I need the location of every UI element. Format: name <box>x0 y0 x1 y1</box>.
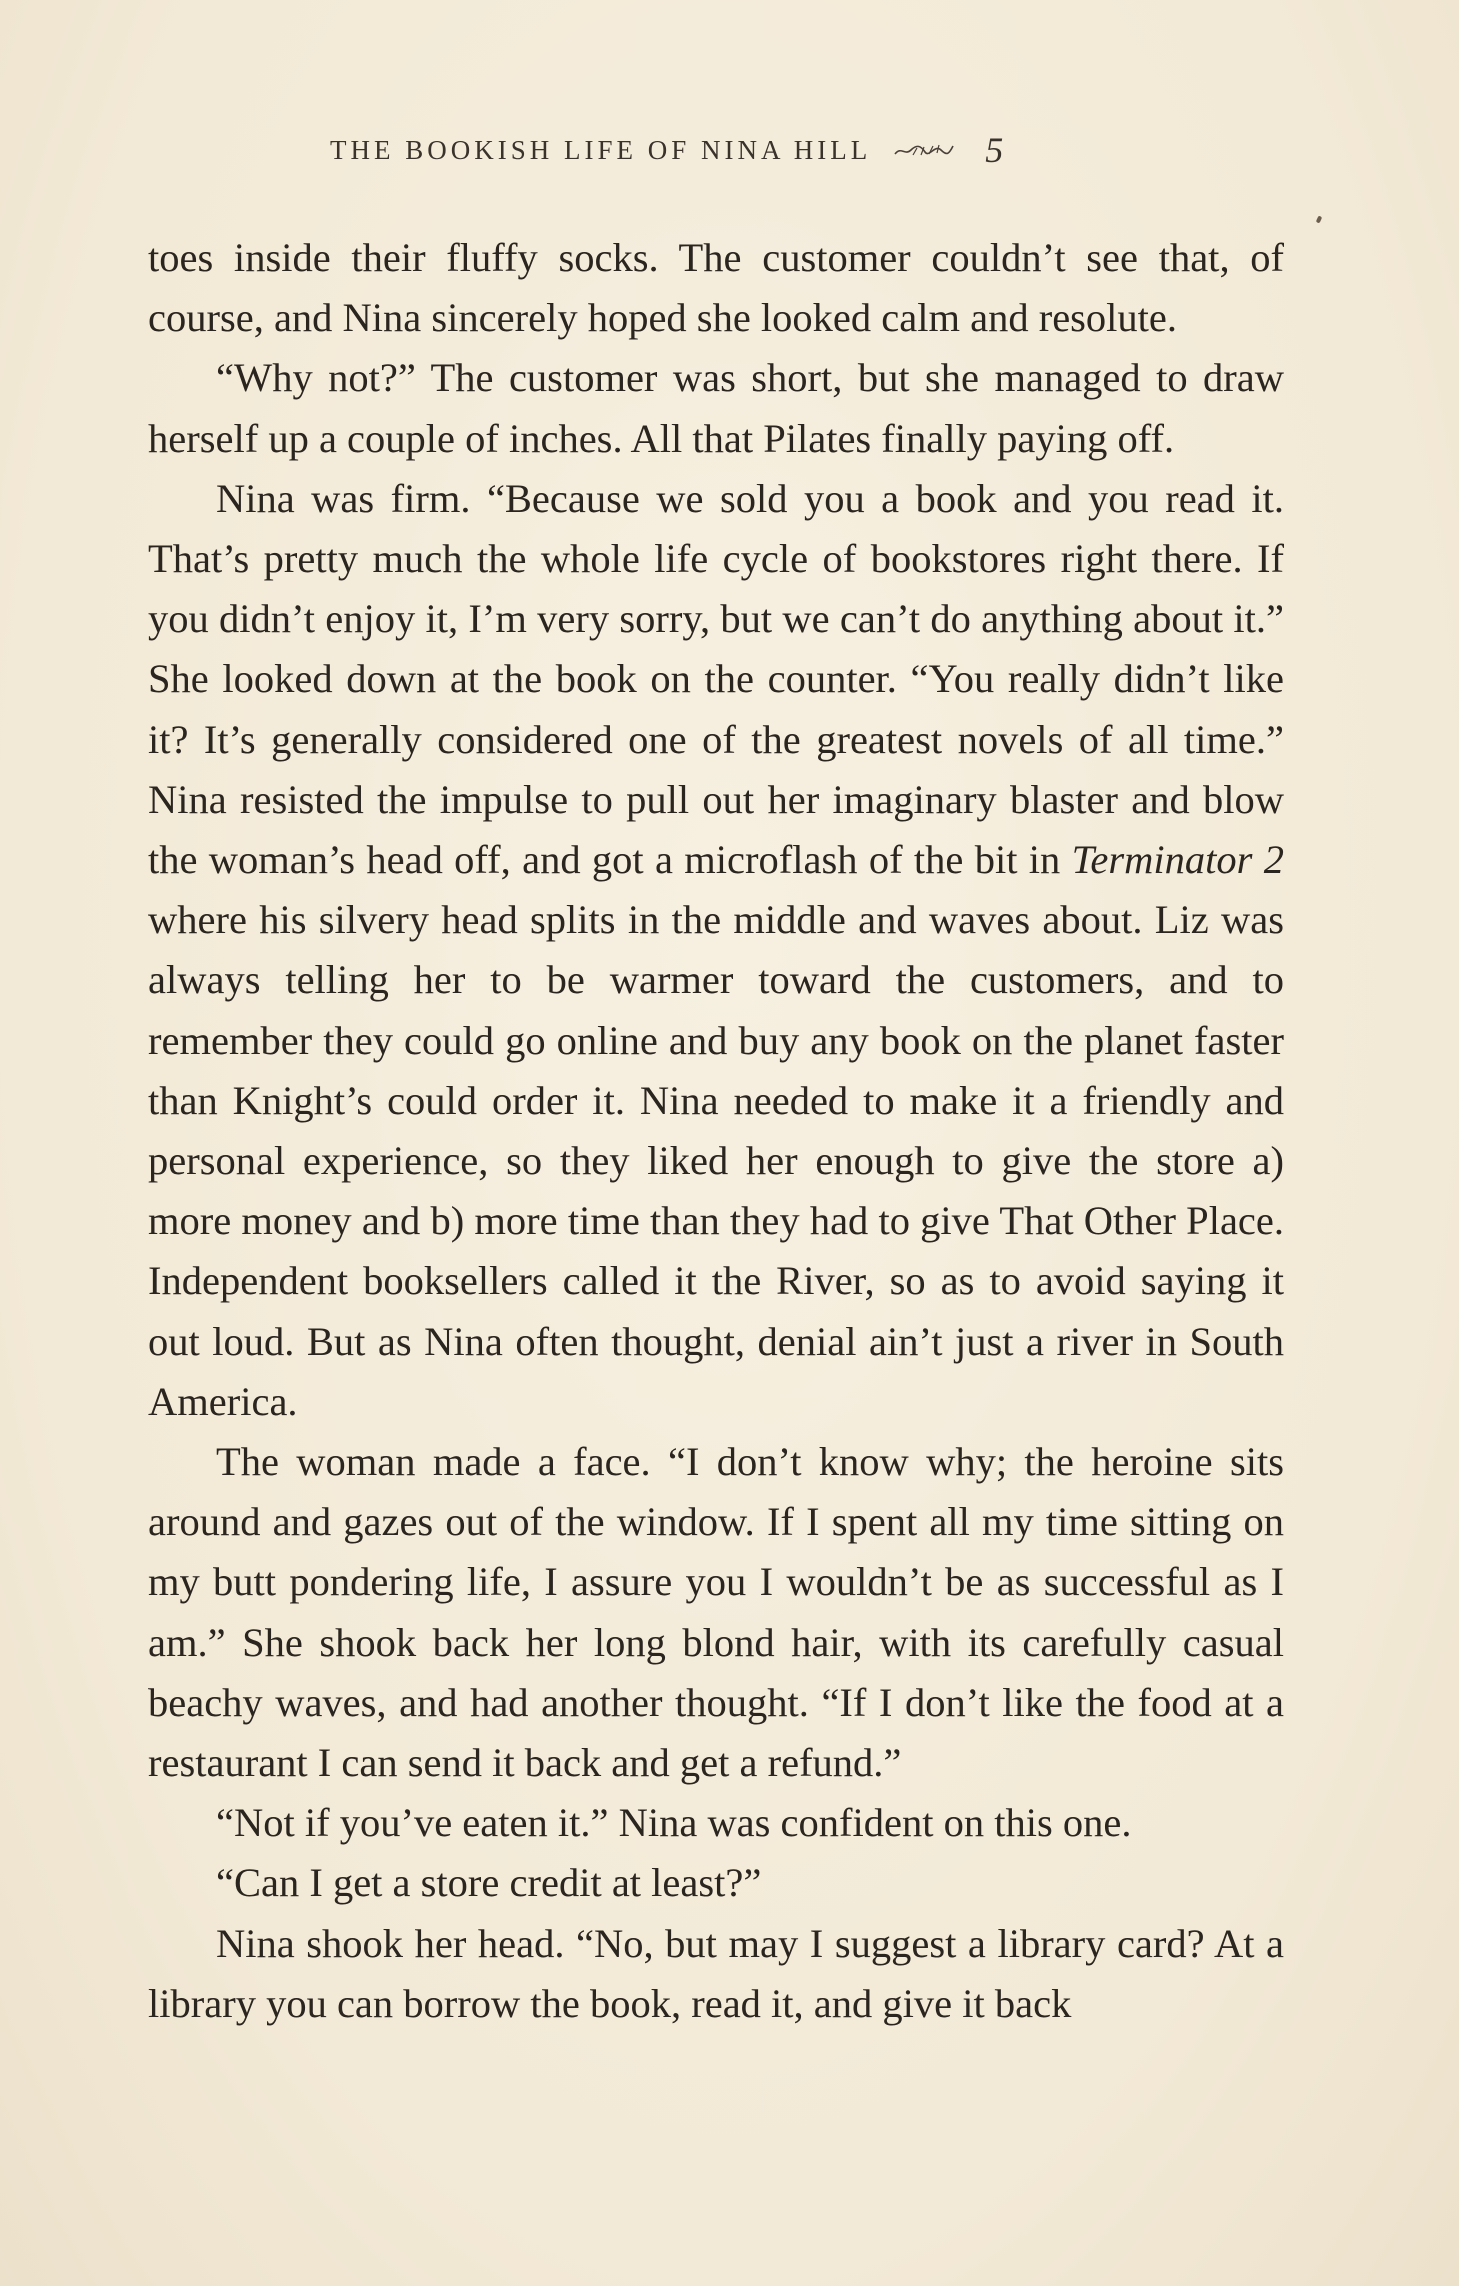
paragraph-text: “Not if you’ve eaten it.” Nina was confident on this one. <box>216 1800 1132 1846</box>
paragraph <box>148 469 1284 1432</box>
paragraph-text: Nina was firm. “Because we sold you a book and you read it. That’s pretty much the whole life cycle of bookstores right there. If you didn’t enjoy it, I’m very sorry, but we can’t do anything about it.” She looked down at the book on the counter. “You really didn’t like it? It’s generally considered one of the greatest novels of all time.” Nina resisted the impulse to pull out her imaginary blaster and blow the woman’s head off, and got a microflash of the bit in <box>148 475 1284 883</box>
paragraph <box>148 1432 1284 1793</box>
paragraph <box>148 1853 1284 1913</box>
italic-title: Terminator 2 <box>1071 837 1284 883</box>
page-number: 5 <box>985 130 1004 170</box>
paragraph <box>148 228 1284 348</box>
running-title: THE BOOKISH LIFE OF NINA HILL <box>330 134 872 165</box>
paragraph-text: where his silvery head splits in the middle and waves about. Liz was always telling her to be warmer toward the customers, and to remember they could go online and buy any book on the planet faster than Knight’s could order it. Nina needed to make it a friendly and personal experience, so they liked her enough to give the store a) more money and b) more time than they had to give That Other Place. Independent booksellers called it the River, so as to avoid saying it out loud. But as Nina often thought, denial ain’t just a river in South America. <box>148 897 1284 1424</box>
flourish-ornament-icon <box>893 140 955 160</box>
paragraph-text: The woman made a face. “I don’t know why; the heroine sits around and gazes out of the window. If I spent all my time sitting on my butt pondering life, I assure you I wouldn’t be as successful as I am.” She shook back her long blond hair, with its carefully casual beachy waves, and had another thought. “If I don’t like the food at a restaurant I can send it back and get a refund.” <box>148 1439 1284 1786</box>
running-header <box>330 130 1130 170</box>
paragraph <box>148 1793 1284 1853</box>
paragraph-text: “Why not?” The customer was short, but she managed to draw herself up a couple of inches. All that Pilates finally paying off. <box>148 355 1284 461</box>
ink-speck <box>1316 215 1323 223</box>
paragraph <box>148 348 1284 468</box>
body-text <box>148 228 1284 2034</box>
paragraph-text: toes inside their fluffy socks. The customer couldn’t see that, of course, and Nina sincerely hoped she looked calm and resolute. <box>148 235 1284 341</box>
paragraph-text: “Can I get a store credit at least?” <box>216 1860 762 1906</box>
paragraph-text: Nina shook her head. “No, but may I suggest a library card? At a library you can borrow the book, read it, and give it back <box>148 1920 1284 2026</box>
paragraph <box>148 1914 1284 2034</box>
